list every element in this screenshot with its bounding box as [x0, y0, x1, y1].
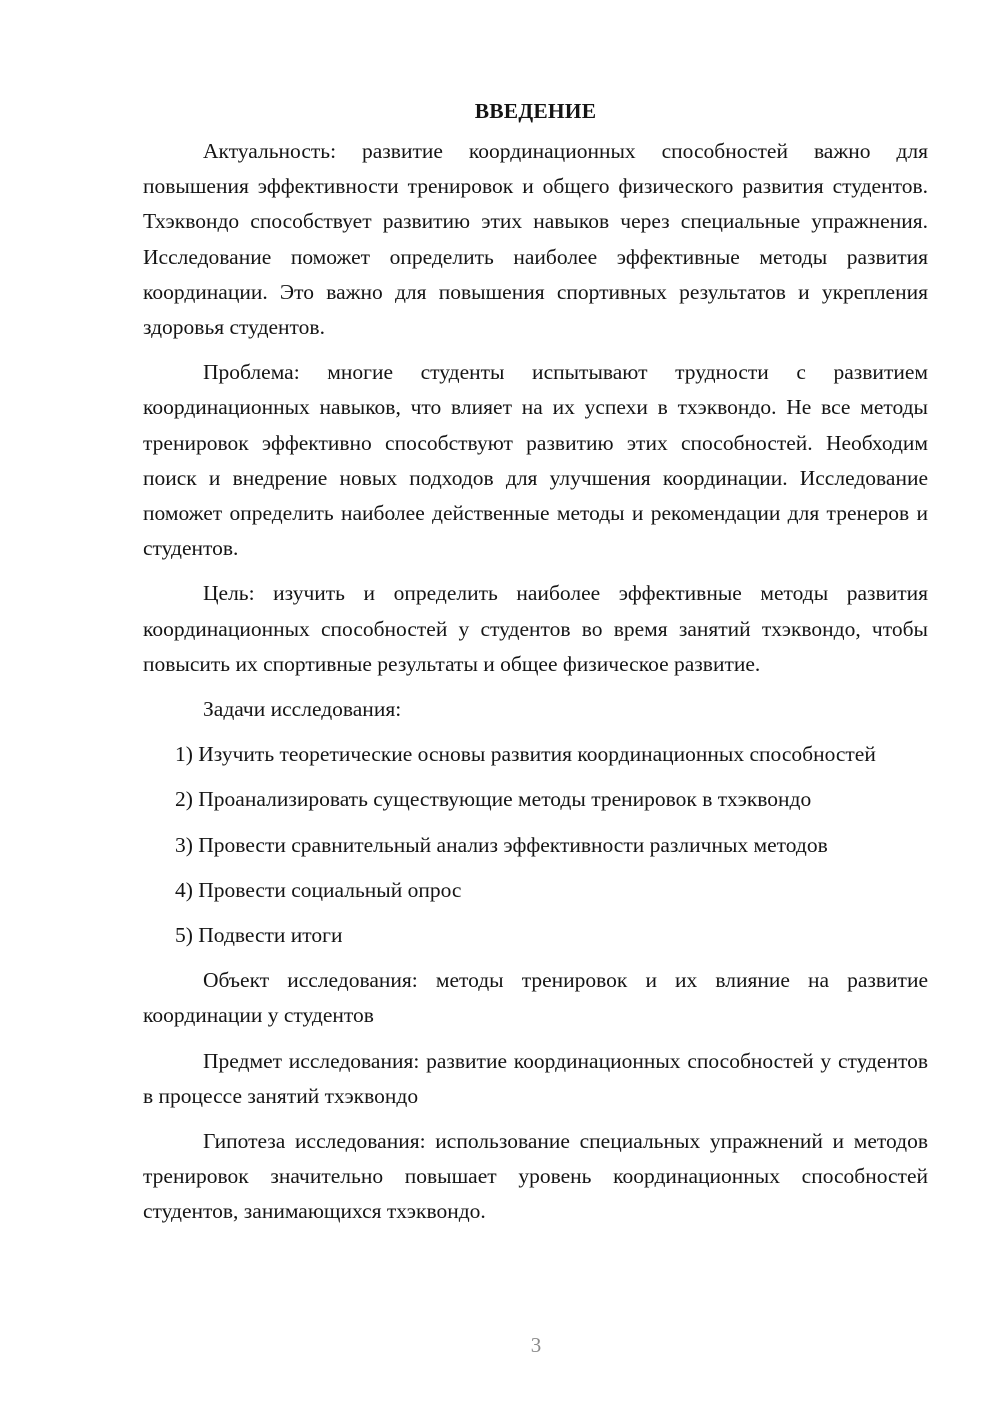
research-task-item: 1) Изучить теоретические основы развития координационных способностей — [175, 742, 876, 767]
document-body — [143, 94, 928, 1240]
research-hypothesis-paragraph: Гипотеза исследования: использование специальных упражнений и методов тренировок значительно повышает уровень координационных способностей студентов, занимающихся тхэквондо. — [143, 1129, 928, 1224]
research-task-item: 5) Подвести итоги — [175, 923, 343, 948]
section-title: ВВЕДЕНИЕ — [474, 99, 597, 123]
relevance-paragraph: Актуальность: развитие координационных способностей важно для повышения эффективности тренировок и общего физического развития студентов. Тхэквондо способствует развитию этих навыков через специальные упражнения. Исследование поможет определить наиболее эффективные методы развития координации. Это важно для повышения спортивных результатов и укрепления здоровья студентов. — [143, 139, 928, 340]
research-subject-paragraph: Предмет исследования: развитие координационных способностей у студентов в процессе занятий тхэквондо — [143, 1048, 928, 1108]
research-tasks-list — [143, 737, 928, 953]
goal-paragraph: Цель: изучить и определить наиболее эффективные методы развития координационных способностей у студентов во время занятий тхэквондо, чтобы повысить их спортивные результаты и общее физическое развитие. — [143, 581, 928, 676]
research-object-paragraph: Объект исследования: методы тренировок и их влияние на развитие координации у студентов — [143, 968, 928, 1028]
research-task-item: 2) Проанализировать существующие методы тренировок в тхэквондо — [175, 787, 812, 812]
research-task-item: 3) Провести сравнительный анализ эффективности различных методов — [175, 832, 828, 857]
research-task-item: 4) Провести социальный опрос — [175, 877, 462, 902]
problem-paragraph: Проблема: многие студенты испытывают трудности с развитием координационных навыков, что влияет на их успехи в тхэквондо. Не все методы тренировок эффективно способствуют развитию этих способностей. Необходим поиск и внедрение новых подходов для улучшения координации. Исследование поможет определить наиболее действенные методы и рекомендации для тренеров и студентов. — [143, 360, 928, 561]
page-number: 3 — [530, 1333, 542, 1357]
tasks-heading: Задачи исследования: — [203, 697, 402, 722]
